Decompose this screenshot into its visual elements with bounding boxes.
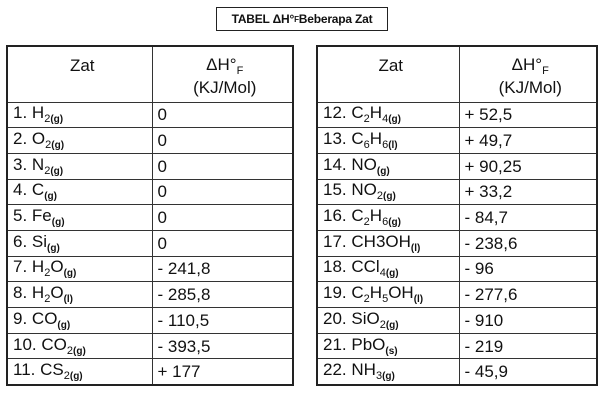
substance-cell xyxy=(317,282,459,308)
enthalpy-value: + 177 xyxy=(152,359,293,385)
count-subscript: 4 xyxy=(379,267,386,280)
enthalpy-value: + 52,5 xyxy=(459,102,597,128)
phase-subscript: (g) xyxy=(50,114,64,126)
formula-part: SiO xyxy=(351,308,380,328)
formula-part: O xyxy=(50,283,64,303)
count-subscript: 2 xyxy=(44,293,51,306)
row-number: 13. xyxy=(323,129,347,149)
row-number: 20. xyxy=(323,308,347,328)
substance-cell xyxy=(317,179,459,205)
formula-part: CO xyxy=(41,334,67,354)
formula-part: H xyxy=(31,283,45,303)
substance-cell xyxy=(7,333,152,359)
substance-cell xyxy=(317,256,459,282)
substance-cell xyxy=(7,359,152,385)
enthalpy-value: - 219 xyxy=(459,333,597,359)
substance-cell xyxy=(317,205,459,231)
enthalpy-value: - 277,6 xyxy=(459,282,597,308)
formula-part: OH xyxy=(385,231,411,251)
table-row xyxy=(317,102,597,128)
enthalpy-table-right xyxy=(316,45,598,386)
formula-part: C xyxy=(351,283,364,303)
count-subscript: 2 xyxy=(363,293,370,306)
row-number: 15. xyxy=(323,180,347,200)
table-row xyxy=(317,230,597,256)
enthalpy-value: - 96 xyxy=(459,256,597,282)
formula-part: C xyxy=(351,206,364,226)
count-subscript: 2 xyxy=(63,369,70,382)
substance-cell xyxy=(317,128,459,154)
count-subscript: 2 xyxy=(44,113,51,126)
row-number: 14. xyxy=(323,154,347,174)
table-row xyxy=(7,205,293,231)
enthalpy-value: + 90,25 xyxy=(459,153,597,179)
formula-part: NO xyxy=(351,180,377,200)
table-row xyxy=(317,333,597,359)
count-subscript: 4 xyxy=(382,113,389,126)
table-row xyxy=(317,359,597,385)
header-dh-sub: F xyxy=(542,65,549,77)
substance-cell xyxy=(317,308,459,334)
table-row xyxy=(7,179,293,205)
header-zat: Zat xyxy=(317,46,459,102)
table-row xyxy=(317,256,597,282)
phase-subscript: (g) xyxy=(50,165,64,177)
phase-subscript: (g) xyxy=(382,370,395,382)
substance-cell xyxy=(7,153,152,179)
row-number: 16. xyxy=(323,206,347,226)
table-title xyxy=(216,7,388,31)
row-number: 6. xyxy=(13,231,28,251)
enthalpy-value: 0 xyxy=(152,102,293,128)
table-row xyxy=(7,128,293,154)
substance-cell xyxy=(317,153,459,179)
count-subscript: 5 xyxy=(382,293,389,306)
enthalpy-value: + 33,2 xyxy=(459,179,597,205)
enthalpy-value: - 241,8 xyxy=(152,256,293,282)
row-number: 1. xyxy=(13,103,28,123)
phase-subscript: (l) xyxy=(388,140,398,152)
row-number: 9. xyxy=(13,308,28,328)
enthalpy-value: - 238,6 xyxy=(459,230,597,256)
enthalpy-value: - 45,9 xyxy=(459,359,597,385)
substance-cell xyxy=(7,102,152,128)
row-number: 8. xyxy=(13,283,28,303)
row-number: 11. xyxy=(13,359,36,379)
table-row xyxy=(317,153,597,179)
formula-part: Fe xyxy=(31,206,52,226)
formula-part: PbO xyxy=(351,334,386,354)
row-number: 17. xyxy=(323,231,347,251)
phase-subscript: (g) xyxy=(376,165,390,177)
formula-part: H xyxy=(369,283,383,303)
enthalpy-value: - 285,8 xyxy=(152,282,293,308)
phase-subscript: (g) xyxy=(47,242,60,254)
formula-part: H xyxy=(369,206,383,226)
row-number: 7. xyxy=(13,257,28,277)
row-number: 18. xyxy=(323,257,347,277)
table-row xyxy=(317,128,597,154)
table-row xyxy=(7,153,293,179)
formula-part: CS xyxy=(40,359,64,379)
row-number: 10. xyxy=(13,334,37,354)
count-subscript: 6 xyxy=(382,139,389,152)
formula-part: H xyxy=(369,103,383,123)
phase-subscript: (g) xyxy=(388,114,401,126)
row-number: 21. xyxy=(323,334,347,354)
header-dh: ΔH° xyxy=(511,55,543,74)
phase-subscript: (g) xyxy=(385,268,399,280)
formula-part: OH xyxy=(388,283,414,303)
header-row xyxy=(317,46,597,102)
substance-cell xyxy=(317,230,459,256)
phase-subscript: (l) xyxy=(63,294,74,306)
substance-cell xyxy=(317,333,459,359)
formula-part: Si xyxy=(31,231,48,251)
count-subscript: 2 xyxy=(66,344,73,357)
count-subscript: 2 xyxy=(363,216,370,229)
row-number: 5. xyxy=(13,206,28,226)
formula-part: CO xyxy=(31,308,58,328)
enthalpy-value: - 910 xyxy=(459,308,597,334)
count-subscript: 2 xyxy=(379,318,386,331)
header-enthalpy xyxy=(152,46,293,102)
formula-part: O xyxy=(31,129,46,149)
phase-subscript: (g) xyxy=(57,319,71,331)
substance-cell xyxy=(7,282,152,308)
substance-cell xyxy=(7,179,152,205)
count-subscript: 2 xyxy=(363,113,370,126)
enthalpy-value: - 110,5 xyxy=(152,308,293,334)
count-subscript: 2 xyxy=(45,139,52,152)
enthalpy-value: - 393,5 xyxy=(152,333,293,359)
table-row xyxy=(317,179,597,205)
substance-cell xyxy=(7,230,152,256)
count-subscript: 3 xyxy=(375,369,383,382)
header-dh-sub: F xyxy=(236,65,244,77)
enthalpy-value: + 49,7 xyxy=(459,128,597,154)
phase-subscript: (l) xyxy=(410,242,421,254)
table-row xyxy=(7,256,293,282)
formula-part: NH xyxy=(351,359,376,379)
phase-subscript: (g) xyxy=(69,370,83,382)
count-subscript: 6 xyxy=(363,139,370,152)
table-row xyxy=(7,333,293,359)
phase-subscript: (g) xyxy=(63,268,77,280)
enthalpy-value: 0 xyxy=(152,230,293,256)
count-subscript: 2 xyxy=(376,190,383,203)
title-prefix: TABEL ΔH° xyxy=(231,12,295,26)
phase-subscript: (l) xyxy=(413,294,424,306)
phase-subscript: (g) xyxy=(383,191,396,203)
header-dh: ΔH° xyxy=(206,55,237,74)
formula-part: C xyxy=(351,103,364,123)
header-unit: (KJ/Mol) xyxy=(498,78,562,98)
phase-subscript: (g) xyxy=(388,217,401,229)
formula-part: 3 xyxy=(375,231,386,251)
count-subscript: 6 xyxy=(382,216,389,229)
header-zat: Zat xyxy=(7,46,152,102)
substance-cell xyxy=(317,359,459,385)
enthalpy-table-left xyxy=(6,45,294,386)
substance-cell xyxy=(7,256,152,282)
phase-subscript: (g) xyxy=(51,217,65,229)
enthalpy-value: 0 xyxy=(152,128,293,154)
formula-part: CCl xyxy=(351,257,380,277)
table-row xyxy=(7,102,293,128)
substance-cell xyxy=(7,205,152,231)
phase-subscript: (s) xyxy=(385,345,398,357)
enthalpy-value: - 84,7 xyxy=(459,205,597,231)
header-enthalpy xyxy=(459,46,597,102)
count-subscript: 2 xyxy=(44,164,51,177)
row-number: 3. xyxy=(13,154,28,174)
phase-subscript: (g) xyxy=(51,140,65,152)
substance-cell xyxy=(7,128,152,154)
formula-part: H xyxy=(31,103,45,123)
header-row xyxy=(7,46,293,102)
header-unit: (KJ/Mol) xyxy=(193,78,257,98)
phase-subscript: (g) xyxy=(44,191,57,203)
formula-part: NO xyxy=(351,154,377,174)
table-row xyxy=(7,359,293,385)
count-subscript: 2 xyxy=(44,267,51,280)
table-row xyxy=(7,282,293,308)
formula-part: CH xyxy=(351,231,376,251)
phase-subscript: (g) xyxy=(385,319,399,331)
enthalpy-value: 0 xyxy=(152,153,293,179)
formula-part: H xyxy=(31,257,45,277)
title-suffix: Beberapa Zat xyxy=(298,12,373,26)
table-row xyxy=(7,308,293,334)
substance-cell xyxy=(7,308,152,334)
table-row xyxy=(317,205,597,231)
table-row xyxy=(317,282,597,308)
row-number: 2. xyxy=(13,129,28,149)
formula-part: N xyxy=(31,154,45,174)
row-number: 12. xyxy=(323,103,347,123)
table-row xyxy=(317,308,597,334)
enthalpy-value: 0 xyxy=(152,205,293,231)
row-number: 4. xyxy=(13,180,28,200)
row-number: 19. xyxy=(323,283,347,303)
phase-subscript: (g) xyxy=(73,345,86,357)
formula-part: O xyxy=(50,257,64,277)
substance-cell xyxy=(317,102,459,128)
formula-part: C xyxy=(31,180,45,200)
formula-part: C xyxy=(351,129,364,149)
table-row xyxy=(7,230,293,256)
title-sub: F xyxy=(294,14,299,24)
formula-part: H xyxy=(369,129,383,149)
row-number: 22. xyxy=(323,359,347,379)
enthalpy-value: 0 xyxy=(152,179,293,205)
